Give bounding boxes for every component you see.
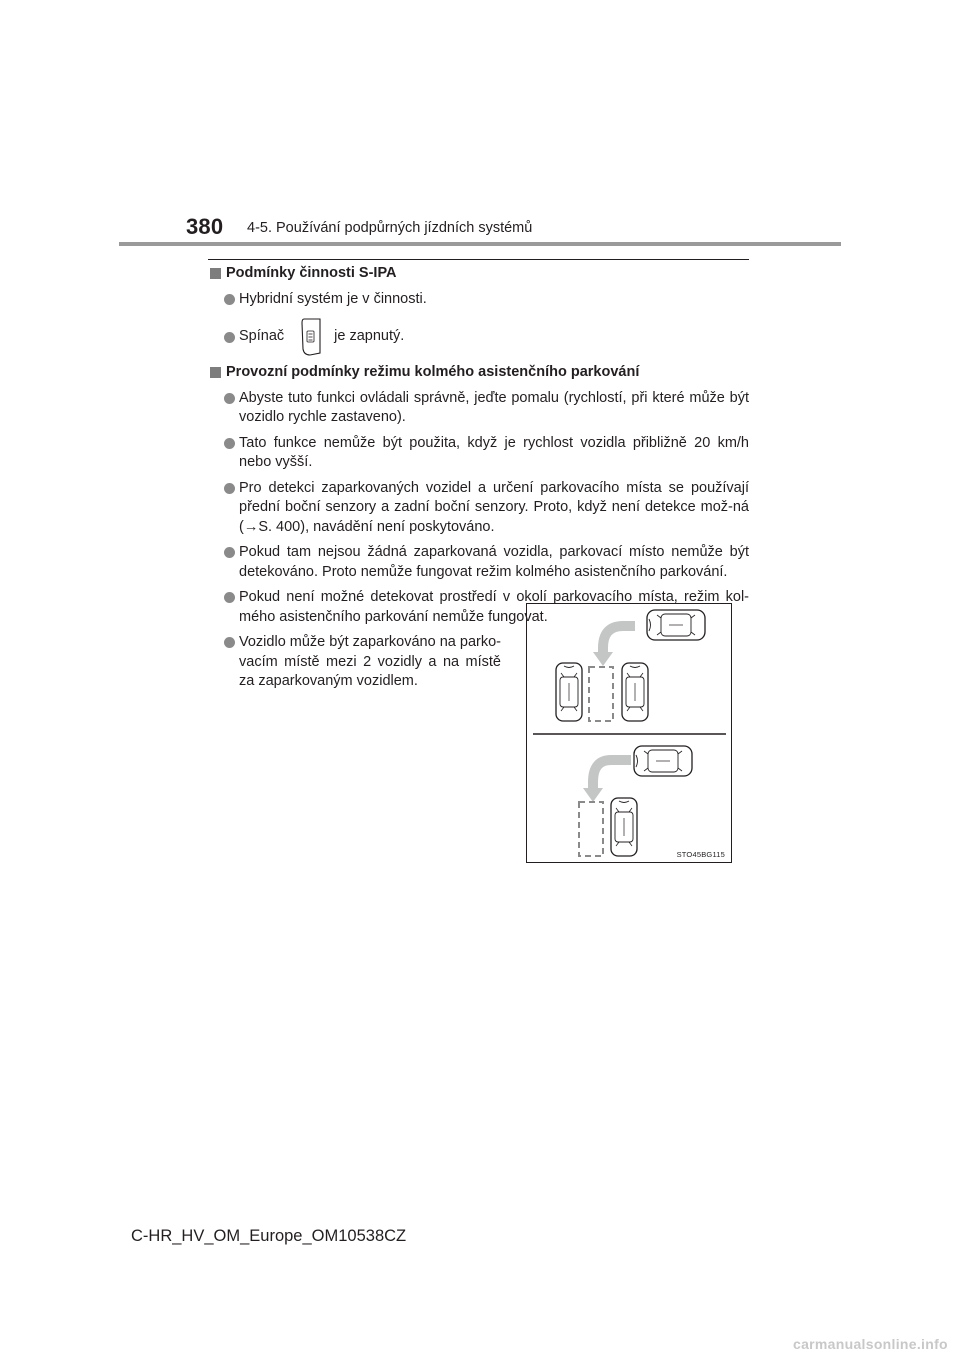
list-item: Abyste tuto funkci ovládali správně, jeďte pomalu (rychlostí, při které může být vozidlo rychle zastaveno). (224, 389, 749, 428)
round-bullet-icon (224, 332, 235, 343)
chapter-title: 4-5. Používání podpůrných jízdních systémů (247, 220, 533, 236)
square-bullet-icon (210, 268, 221, 279)
list-item: Tato funkce nemůže být použita, když je rychlost vozidla přibližně 20 km/h nebo vyšší. (224, 434, 749, 473)
section-heading-perpendicular-parking: Provozní podmínky režimu kolmého asistenčního parkování (208, 363, 749, 383)
sipa-switch-icon (300, 317, 322, 357)
figure-code: STO45BG115 (676, 850, 725, 859)
round-bullet-icon (224, 592, 235, 603)
round-bullet-icon (224, 483, 235, 494)
list-item: Hybridní systém je v činnosti. (224, 290, 749, 310)
list-item: Vozidlo může být zaparkováno na parko-vacím místě mezi 2 vozidly a na místě za zaparkovaným vozidlem. (224, 633, 501, 692)
page-number: 380 (186, 214, 224, 239)
list-item: Pokud není možné detekovat prostředí v okolí parkovacího místa, režim kol-mého asistenčního parkování nemůže fungovat. (224, 588, 749, 627)
footer-doc-code: C-HR_HV_OM_Europe_OM10538CZ (131, 1227, 407, 1245)
list-item: Pro detekci zaparkovaných vozidel a určení parkovacího místa se používají přední boční senzory a zadní boční senzory. Proto, když není detekce mož-ná (→S. 400), navádění není poskytováno. (224, 479, 749, 538)
round-bullet-icon (224, 438, 235, 449)
round-bullet-icon (224, 393, 235, 404)
square-bullet-icon (210, 367, 221, 378)
section-rule (208, 259, 749, 260)
round-bullet-icon (224, 547, 235, 558)
parking-diagram (526, 603, 732, 863)
list-item-switch: Spínač je zapnutý. (224, 317, 749, 357)
watermark: carmanualsonline.info (793, 1336, 948, 1352)
parking-diagram-drawing (527, 604, 733, 864)
header-rule (119, 242, 841, 246)
list-item: Pokud tam nejsou žádná zaparkovaná vozidla, parkovací místo nemůže být detekováno. Proto nemůže fungovat režim kolmého asistenčního parkování. (224, 543, 749, 582)
round-bullet-icon (224, 294, 235, 305)
section-heading-operating-conditions: Podmínky činnosti S-IPA (208, 264, 749, 284)
round-bullet-icon (224, 637, 235, 648)
